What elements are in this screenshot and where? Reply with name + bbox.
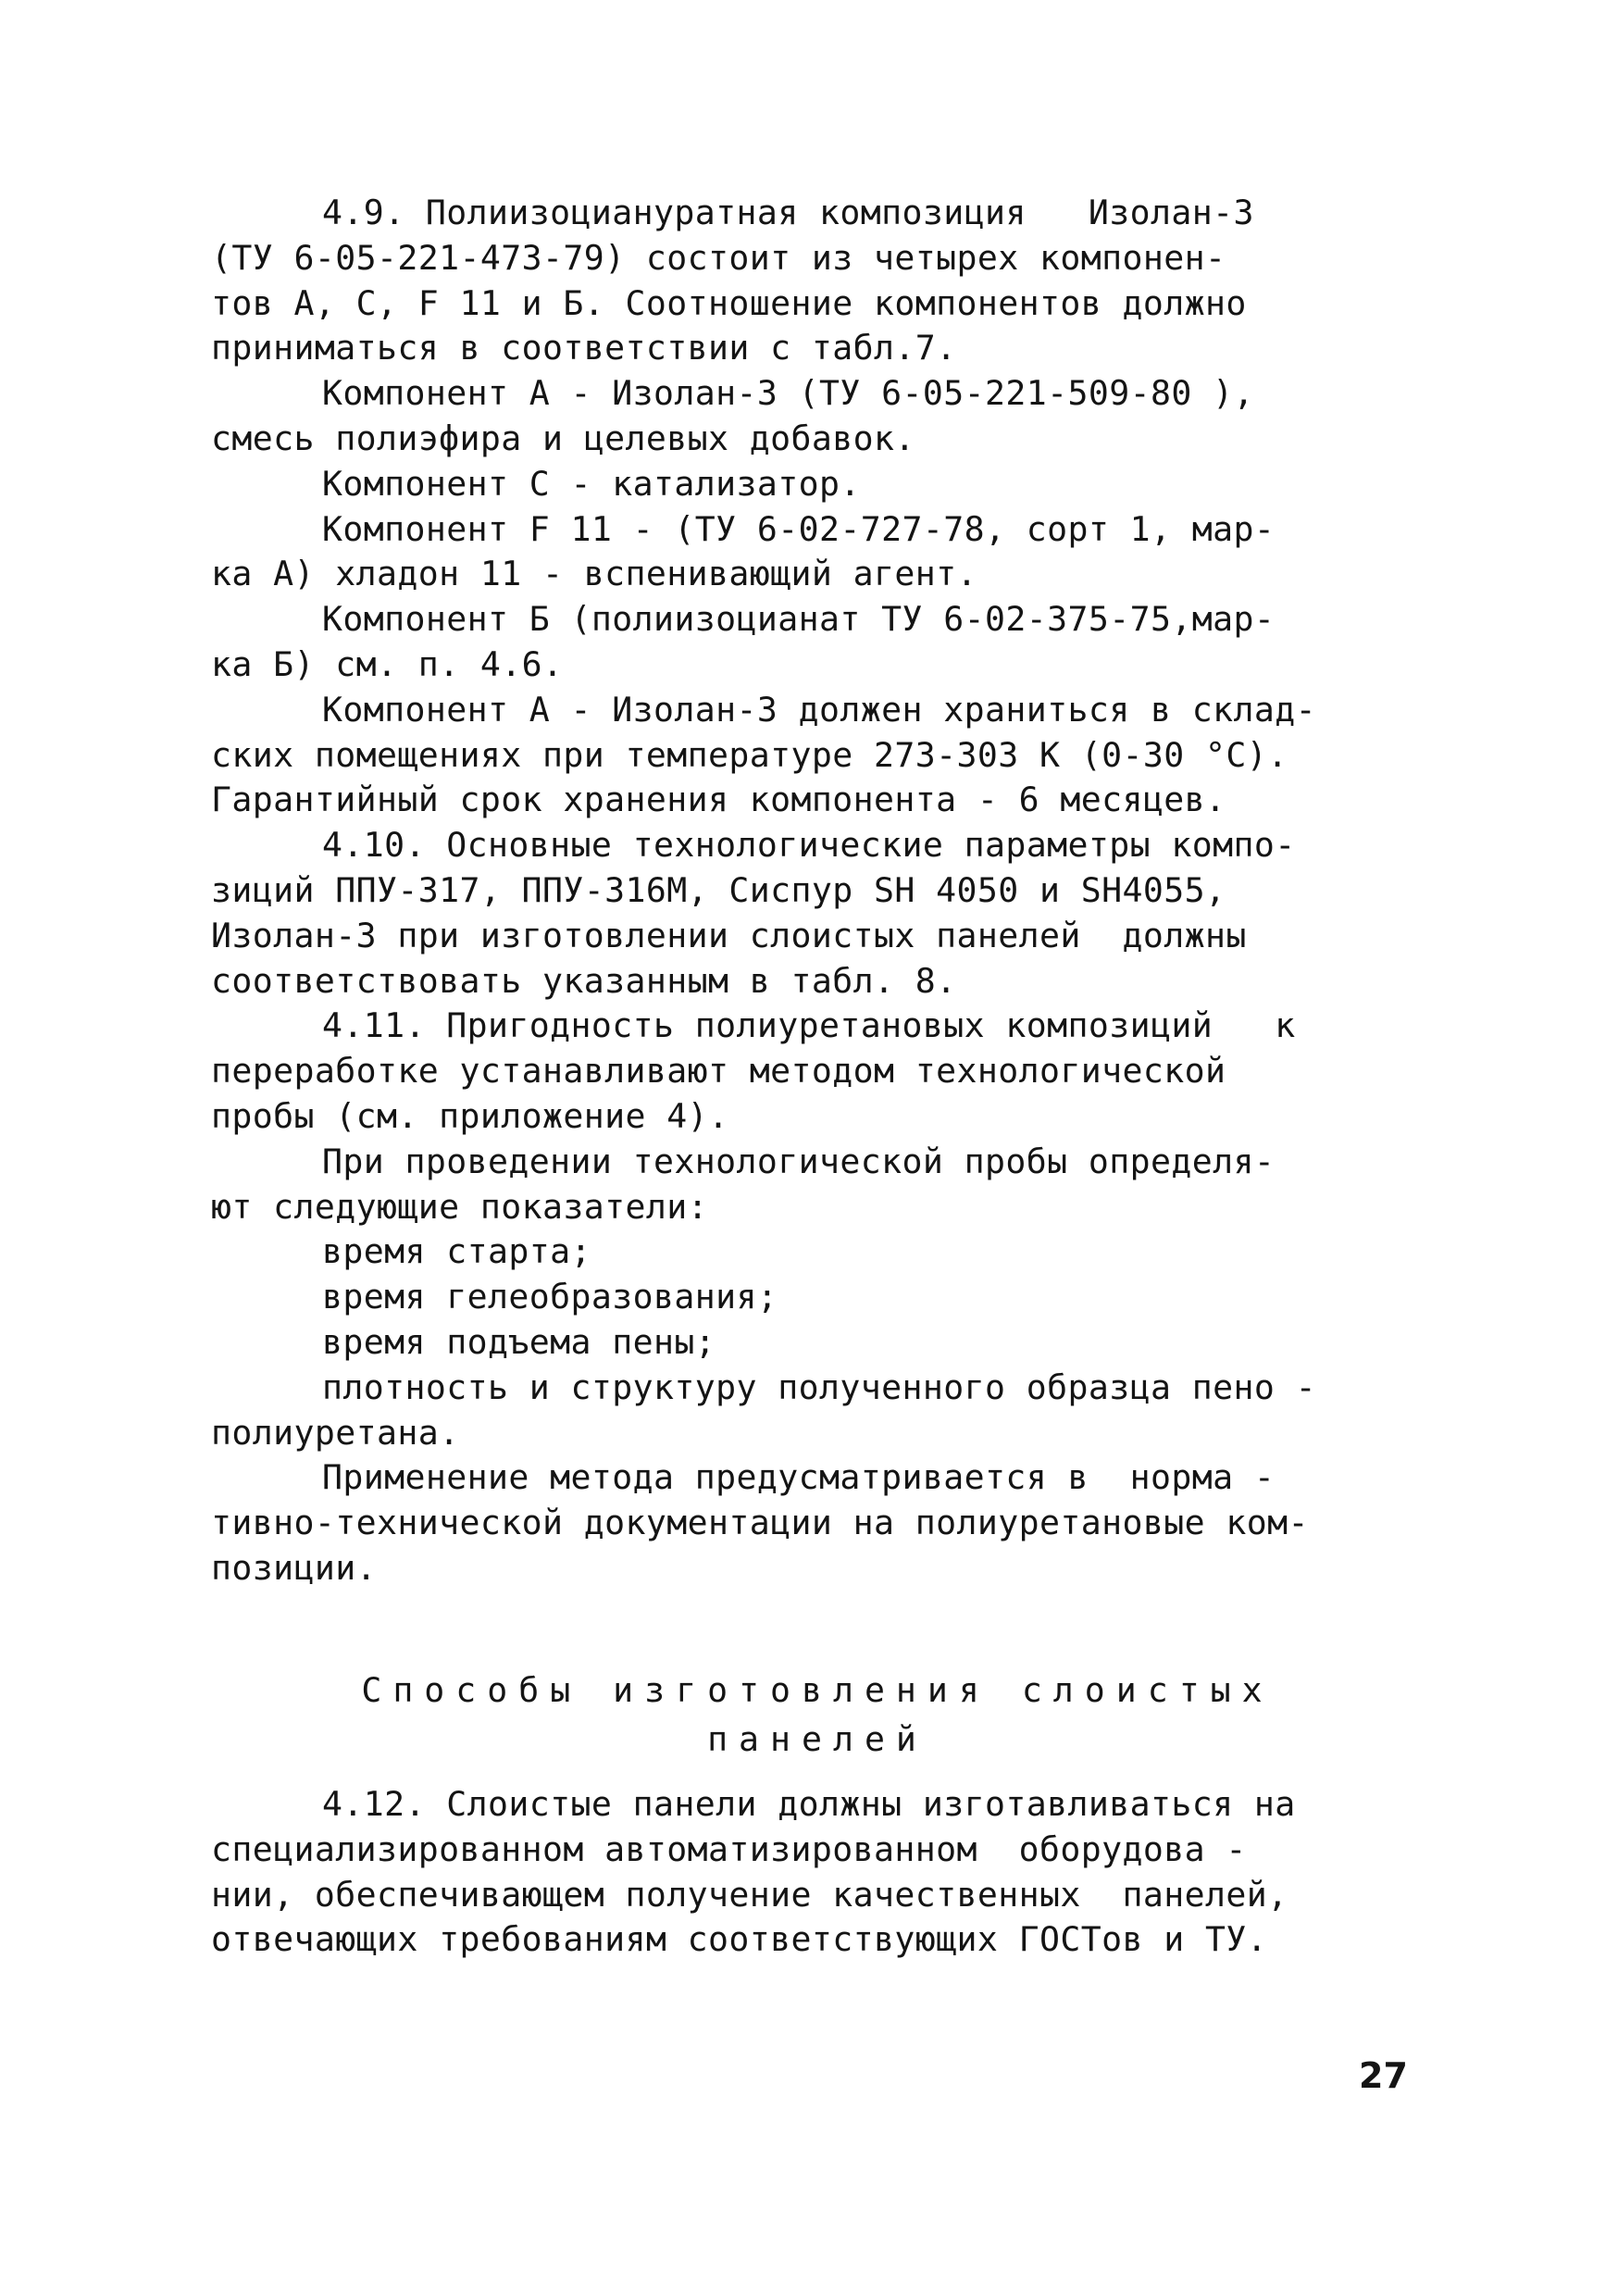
text-line: Компонент С - катализатор.: [322, 463, 861, 504]
text-line: тивно-технической документации на полиуретановые ком-: [211, 1503, 1309, 1543]
text-line: переработке устанавливают методом технологической: [211, 1051, 1226, 1092]
text-line: Компонент А - Изолан-3 должен храниться в склад-: [322, 689, 1316, 730]
text-line: смесь полиэфира и целевых добавок.: [211, 418, 915, 458]
text-line: пробы (см. приложение 4).: [211, 1095, 729, 1136]
section-heading-line-1: Способы изготовления слоистых: [361, 1670, 1274, 1710]
text-line: Гарантийный срок хранения компонента - 6 месяцев.: [211, 780, 1226, 820]
text-line: 4.12. Слоистые панели должны изготавливаться на: [322, 1784, 1296, 1824]
text-line: время гелеобразования;: [322, 1277, 778, 1317]
text-line: ка Б) см. п. 4.6.: [211, 643, 564, 684]
text-line: полиуретана.: [211, 1412, 460, 1453]
text-line: Изолан-3 при изготовлении слоистых панелей должны: [211, 915, 1247, 955]
text-line: специализированном автоматизированном оборудова -: [211, 1828, 1247, 1869]
text-line: время старта;: [322, 1231, 591, 1272]
section-heading-line-2: панелей: [707, 1719, 927, 1759]
text-line: отвечающих требованиям соответствующих ГОСТов и ТУ.: [211, 1919, 1268, 1960]
text-line: приниматься в соответствии с табл.7.: [211, 328, 957, 368]
text-line: При проведении технологической пробы определя-: [322, 1141, 1276, 1181]
text-line: нии, обеспечивающем получение качественных панелей,: [211, 1874, 1288, 1915]
text-line: ка А) хладон 11 - вспенивающий агент.: [211, 554, 977, 594]
text-line: тов А, С, F 11 и Б. Соотношение компонентов должно: [211, 282, 1247, 323]
text-line: 4.10. Основные технологические параметры компо-: [322, 825, 1296, 866]
text-line: ют следующие показатели:: [211, 1186, 708, 1227]
text-line: 4.9. Полиизоциануратная композиция Изолан-3: [322, 193, 1254, 232]
text-line: соответствовать указанным в табл. 8.: [211, 960, 957, 1001]
text-line: зиций ППУ-317, ППУ-316М, Сиспур SH 4050 и SH4055,: [211, 869, 1226, 910]
text-line: Применение метода предусматривается в норма -: [322, 1457, 1276, 1498]
text-line: 4.11. Пригодность полиуретановых композиций к: [322, 1005, 1296, 1046]
body-text: [211, 191, 1424, 1591]
text-line: плотность и структуру полученного образца пено -: [322, 1366, 1316, 1407]
text-line: позиции.: [211, 1547, 377, 1588]
text-line: ских помещениях при температуре 273-303 К (0-30 °С).: [211, 734, 1288, 775]
text-line: Компонент А - Изолан-3 (ТУ 6-05-221-509-80 ),: [322, 373, 1254, 414]
text-line: Компонент Б (полиизоцианат ТУ 6-02-375-75,мар-: [322, 599, 1276, 640]
text-line: Компонент F 11 - (ТУ 6-02-727-78, сорт 1, мар-: [322, 508, 1276, 549]
section-text: [211, 1782, 1424, 1963]
text-line: (ТУ 6-05-221-473-79) состоит из четырех компонен-: [211, 237, 1226, 278]
text-line: время подъема пены;: [322, 1321, 716, 1362]
page-number: 27: [1359, 2055, 1408, 2096]
